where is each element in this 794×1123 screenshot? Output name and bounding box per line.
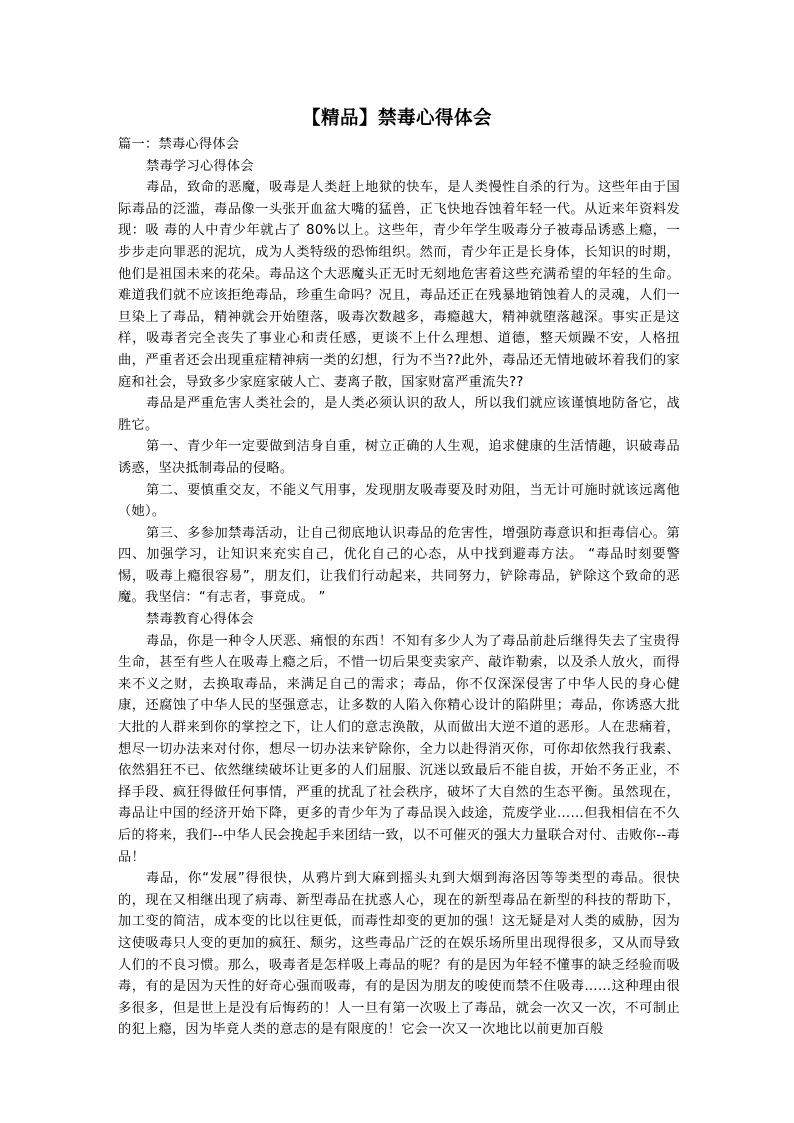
document-body (118, 134, 680, 1041)
subheading-study: 禁毒学习心得体会 (146, 158, 254, 174)
paragraph: 毒品是严重危害人类社会的，是人类必须认识的敌人，所以我们就应该谨慎地防备它，战胜它。 (118, 396, 680, 433)
section-heading: 篇一：禁毒心得体会 (118, 137, 240, 152)
paragraph: 第三、多参加禁毒活动，让自己彻底地认识毒品的危害性，增强防毒意识和拒毒信心。第四、加强学习，让知识来充实自己，优化自己的心态，从中找到避毒方法。 “毒品时刻要警惕，吸毒上瘾很容易”，朋友们，让我们行动起来，共同努力，铲除毒品，铲除这个致命的恶魔。我坚信：“有志者，事竟成。 ” (118, 525, 680, 606)
paragraph: 第一、青少年一定要做到洁身自重，树立正确的人生观，追求健康的生活情趣，识破毒品诱惑，坚决抵制毒品的侵略。 (118, 439, 680, 476)
subheading-education: 禁毒教育心得体会 (146, 612, 254, 628)
paragraph: 毒品，你是一种令人厌恶、痛恨的东西！不知有多少人为了毒品前赴后继得失去了宝贵得生命，甚至有些人在吸毒上瘾之后，不惜一切后果变卖家产、敲诈勒索，以及杀人放火，而得来不义之财，去换取毒品，来满足自己的需求；毒品，你不仅深深侵害了中华人民的身心健康，还腐蚀了中华人民的坚强意志，让多数的人陷入你精心设计的陷阱里；毒品，你诱惑大批大批的人群来到你的掌控之下，让人们的意志涣散，从而做出大逆不道的恶形。人在悲痛着，想尽一切办法来对付你，想尽一切办法来铲除你，全力以赴得消灭你，可你却依然我行我素、依然猖狂不已、依然继续破坏让更多的人们屈服、沉迷以致最后不能自拔，开始不务正业，不择手段、疯狂得做任何事情，严重的扰乱了社会秩序，破坏了大自然的生态平衡。虽然现在，毒品让中国的经济开始下降，更多的青少年为了毒品误入歧途，荒废学业……但我相信在不久后的将来，我们--中华人民会挽起手来团结一致，以不可催灭的强大力量联合对付、击败你--毒品！ (118, 633, 680, 865)
paragraph: 第二、要慎重交友，不能义气用事，发现朋友吸毒要及时劝阻，当无计可施时就该远离他（她）。 (118, 482, 680, 520)
paragraph: 毒品，致命的恶魔，吸毒是人类赶上地狱的快车，是人类慢性自杀的行为。这些年由于国际毒品的泛滥，毒品像一头张开血盆大嘴的猛兽，正飞快地吞蚀着年轻一代。从近来年资料发现：吸 毒的人中青少年就占了 80%以上。这些年，青少年学生吸毒分子被毒品诱惑上瘾，一步步走向罪恶的泥坑，成为人类特级的恐怖组织。然而，青少年正是长身体，长知识的时期，他们是祖国未来的花朵。毒品这个大恶魔头正无时无刻地危害着这些充满希望的年轻的生命。难道我们就不应该拒绝毒品，珍重生命吗？况且，毒品还正在残暴地销蚀着人的灵魂，人们一旦染上了毒品，精神就会开始堕落，吸毒次数越多，毒瘾越大，精神就堕落越深。事实正是这样，吸毒者完全丧失了事业心和责任感，更谈不上什么理想、道德，整天烦躁不安，人格扭曲，严重者还会出现重症精神病一类的幻想，行为不当??此外，毒品还无情地破坏着我们的家庭和社会，导致多少家庭家破人亡、妻离子散，国家财富严重流失?? (118, 180, 680, 390)
paragraph: 毒品，你“发展”得很快，从鸦片到大麻到摇头丸到大烟到海洛因等等类型的毒品。很快的，现在又相继出现了病毒、新型毒品在扰惑人心，现在的新型毒品在新型的科技的帮助下，加工变的简洁，成本变的比以往更低，而毒性却变的更加的强！这无疑是对人类的威胁，因为这使吸毒只人变的更加的疯狂、颓劣，这些毒品广泛的在娱乐场所里出现得很多，又从而导致人们的不良习惯。那么，吸毒者是怎样吸上毒品的呢？有的是因为年轻不懂事的缺乏经验而吸毒，有的是因为天性的好奇心强而吸毒，有的是因为朋友的唆使而禁不住吸毒……这种理由很多很多，但是世上是没有后悔药的！人一旦有第一次吸上了毒品，就会一次又一次，不可制止的犯上瘾，因为毕竟人类的意志的是有限度的！它会一次又一次地比以前更加百般 (118, 871, 680, 1038)
page-title: 【精品】禁毒心得体会 (301, 108, 492, 129)
